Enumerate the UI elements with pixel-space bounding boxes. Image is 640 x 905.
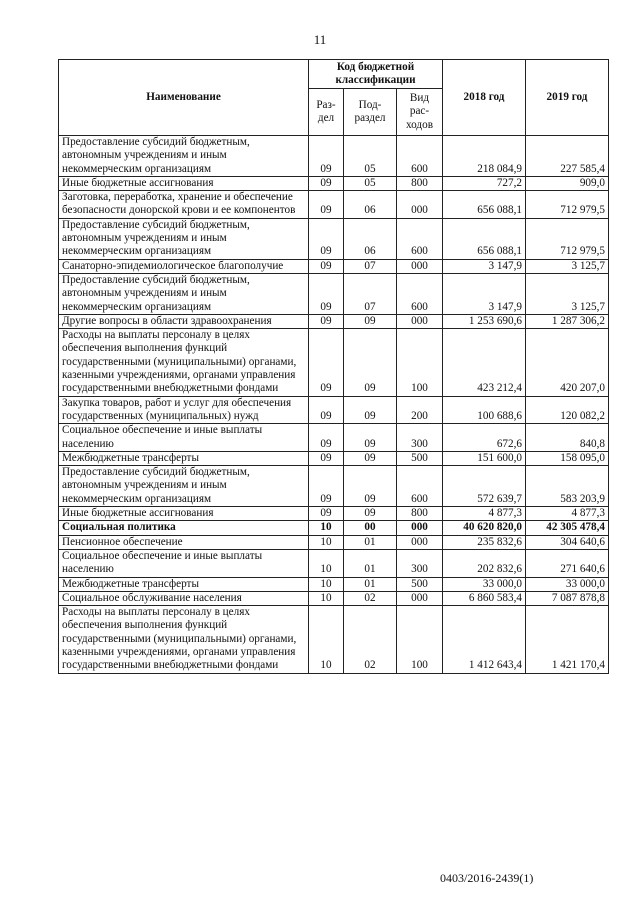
row-razdel: 09 bbox=[309, 314, 344, 328]
row-razdel: 10 bbox=[309, 577, 344, 591]
table-row bbox=[59, 314, 609, 328]
header-razdel: Раз- дел bbox=[309, 89, 344, 136]
table-row bbox=[59, 451, 609, 465]
table-row bbox=[59, 591, 609, 605]
row-podrazdel: 07 bbox=[344, 273, 397, 314]
row-value-2019: 3 125,7 bbox=[526, 259, 609, 273]
row-value-2019: 420 207,0 bbox=[526, 329, 609, 396]
row-value-2019: 909,0 bbox=[526, 176, 609, 190]
row-vid-rashodov: 500 bbox=[397, 451, 443, 465]
row-podrazdel: 05 bbox=[344, 136, 397, 177]
table-row bbox=[59, 329, 609, 396]
row-name: Другие вопросы в области здравоохранения bbox=[59, 314, 309, 328]
row-podrazdel: 09 bbox=[344, 466, 397, 507]
row-value-2019: 158 095,0 bbox=[526, 451, 609, 465]
row-razdel: 09 bbox=[309, 191, 344, 219]
row-name: Иные бюджетные ассигнования bbox=[59, 507, 309, 521]
row-vid-rashodov: 300 bbox=[397, 549, 443, 577]
row-name: Социальная политика bbox=[59, 521, 309, 535]
row-name: Заготовка, переработка, хранение и обеспечение безопасности донорской крови и ее компонентов bbox=[59, 191, 309, 219]
table-row bbox=[59, 535, 609, 549]
row-vid-rashodov: 600 bbox=[397, 466, 443, 507]
row-value-2019: 4 877,3 bbox=[526, 507, 609, 521]
table-row bbox=[59, 577, 609, 591]
row-vid-rashodov: 000 bbox=[397, 191, 443, 219]
row-podrazdel: 00 bbox=[344, 521, 397, 535]
row-vid-rashodov: 600 bbox=[397, 218, 443, 259]
row-podrazdel: 09 bbox=[344, 507, 397, 521]
row-value-2018: 3 147,9 bbox=[443, 259, 526, 273]
row-value-2019: 1 287 306,2 bbox=[526, 314, 609, 328]
row-value-2018: 1 412 643,4 bbox=[443, 606, 526, 673]
budget-table bbox=[58, 59, 609, 674]
row-name: Социальное обслуживание населения bbox=[59, 591, 309, 605]
row-podrazdel: 09 bbox=[344, 329, 397, 396]
row-value-2019: 712 979,5 bbox=[526, 191, 609, 219]
row-value-2018: 3 147,9 bbox=[443, 273, 526, 314]
row-podrazdel: 02 bbox=[344, 606, 397, 673]
row-vid-rashodov: 800 bbox=[397, 507, 443, 521]
row-value-2019: 304 640,6 bbox=[526, 535, 609, 549]
row-vid-rashodov: 000 bbox=[397, 521, 443, 535]
row-razdel: 09 bbox=[309, 259, 344, 273]
row-value-2019: 33 000,0 bbox=[526, 577, 609, 591]
row-podrazdel: 07 bbox=[344, 259, 397, 273]
row-razdel: 09 bbox=[309, 396, 344, 424]
row-value-2018: 235 832,6 bbox=[443, 535, 526, 549]
row-value-2018: 218 084,9 bbox=[443, 136, 526, 177]
row-podrazdel: 09 bbox=[344, 451, 397, 465]
row-value-2018: 1 253 690,6 bbox=[443, 314, 526, 328]
row-podrazdel: 06 bbox=[344, 191, 397, 219]
row-razdel: 10 bbox=[309, 549, 344, 577]
header-code-group: Код бюджетной классификации bbox=[309, 60, 443, 89]
row-name: Иные бюджетные ассигнования bbox=[59, 176, 309, 190]
page-number: 11 bbox=[313, 32, 327, 47]
row-name: Межбюджетные трансферты bbox=[59, 577, 309, 591]
table-row bbox=[59, 136, 609, 177]
table-row bbox=[59, 606, 609, 673]
row-podrazdel: 09 bbox=[344, 424, 397, 452]
table-row bbox=[59, 466, 609, 507]
table-row bbox=[59, 549, 609, 577]
row-value-2018: 423 212,4 bbox=[443, 329, 526, 396]
row-vid-rashodov: 600 bbox=[397, 273, 443, 314]
row-podrazdel: 02 bbox=[344, 591, 397, 605]
row-podrazdel: 09 bbox=[344, 314, 397, 328]
row-value-2018: 33 000,0 bbox=[443, 577, 526, 591]
row-value-2018: 572 639,7 bbox=[443, 466, 526, 507]
table-row bbox=[59, 273, 609, 314]
table-row bbox=[59, 259, 609, 273]
row-value-2018: 672,6 bbox=[443, 424, 526, 452]
row-value-2019: 583 203,9 bbox=[526, 466, 609, 507]
row-name: Закупка товаров, работ и услуг для обеспечения государственных (муниципальных) нужд bbox=[59, 396, 309, 424]
row-razdel: 09 bbox=[309, 451, 344, 465]
row-razdel: 09 bbox=[309, 466, 344, 507]
row-value-2018: 100 688,6 bbox=[443, 396, 526, 424]
row-value-2019: 840,8 bbox=[526, 424, 609, 452]
row-value-2018: 727,2 bbox=[443, 176, 526, 190]
row-value-2019: 271 640,6 bbox=[526, 549, 609, 577]
row-name: Межбюджетные трансферты bbox=[59, 451, 309, 465]
row-name: Санаторно-эпидемиологическое благополучие bbox=[59, 259, 309, 273]
header-vid-rashodov: Вид рас- ходов bbox=[397, 89, 443, 136]
table-row bbox=[59, 176, 609, 190]
row-vid-rashodov: 500 bbox=[397, 577, 443, 591]
row-razdel: 09 bbox=[309, 329, 344, 396]
row-vid-rashodov: 000 bbox=[397, 259, 443, 273]
row-name: Социальное обеспечение и иные выплаты населению bbox=[59, 549, 309, 577]
row-vid-rashodov: 000 bbox=[397, 591, 443, 605]
table-row bbox=[59, 191, 609, 219]
row-razdel: 10 bbox=[309, 591, 344, 605]
row-value-2018: 40 620 820,0 bbox=[443, 521, 526, 535]
row-podrazdel: 06 bbox=[344, 218, 397, 259]
row-value-2019: 227 585,4 bbox=[526, 136, 609, 177]
table-row bbox=[59, 424, 609, 452]
row-value-2018: 656 088,1 bbox=[443, 191, 526, 219]
header-year-2019: 2019 год bbox=[526, 60, 609, 136]
row-razdel: 09 bbox=[309, 218, 344, 259]
row-vid-rashodov: 800 bbox=[397, 176, 443, 190]
row-value-2018: 151 600,0 bbox=[443, 451, 526, 465]
row-razdel: 10 bbox=[309, 521, 344, 535]
row-razdel: 10 bbox=[309, 535, 344, 549]
row-vid-rashodov: 600 bbox=[397, 136, 443, 177]
row-razdel: 09 bbox=[309, 273, 344, 314]
table-row bbox=[59, 396, 609, 424]
row-name: Предоставление субсидий бюджетным, автономным учреждениям и иным некоммерческим организациям bbox=[59, 218, 309, 259]
row-vid-rashodov: 300 bbox=[397, 424, 443, 452]
row-razdel: 09 bbox=[309, 424, 344, 452]
row-value-2018: 6 860 583,4 bbox=[443, 591, 526, 605]
row-vid-rashodov: 100 bbox=[397, 606, 443, 673]
row-name: Расходы на выплаты персоналу в целях обеспечения выполнения функций государственными (муниципальными) органами, казенными учреждениями, органами управления государственными внебюджетными фондами bbox=[59, 606, 309, 673]
row-podrazdel: 05 bbox=[344, 176, 397, 190]
table-row bbox=[59, 218, 609, 259]
row-razdel: 09 bbox=[309, 136, 344, 177]
row-name: Социальное обеспечение и иные выплаты населению bbox=[59, 424, 309, 452]
row-value-2018: 656 088,1 bbox=[443, 218, 526, 259]
row-vid-rashodov: 200 bbox=[397, 396, 443, 424]
document-code: 0403/2016-2439(1) bbox=[440, 871, 534, 885]
row-vid-rashodov: 100 bbox=[397, 329, 443, 396]
row-value-2019: 3 125,7 bbox=[526, 273, 609, 314]
row-podrazdel: 09 bbox=[344, 396, 397, 424]
row-podrazdel: 01 bbox=[344, 549, 397, 577]
row-razdel: 09 bbox=[309, 176, 344, 190]
row-value-2019: 7 087 878,8 bbox=[526, 591, 609, 605]
row-razdel: 10 bbox=[309, 606, 344, 673]
row-vid-rashodov: 000 bbox=[397, 535, 443, 549]
table-row bbox=[59, 507, 609, 521]
row-value-2019: 712 979,5 bbox=[526, 218, 609, 259]
row-podrazdel: 01 bbox=[344, 535, 397, 549]
row-vid-rashodov: 000 bbox=[397, 314, 443, 328]
row-name: Расходы на выплаты персоналу в целях обеспечения выполнения функций государственными (муниципальными) органами, казенными учреждениями, органами управления государственными внебюджетными фондами bbox=[59, 329, 309, 396]
row-value-2018: 202 832,6 bbox=[443, 549, 526, 577]
row-name: Пенсионное обеспечение bbox=[59, 535, 309, 549]
row-name: Предоставление субсидий бюджетным, автономным учреждениям и иным некоммерческим организациям bbox=[59, 273, 309, 314]
row-razdel: 09 bbox=[309, 507, 344, 521]
row-value-2019: 120 082,2 bbox=[526, 396, 609, 424]
header-year-2018: 2018 год bbox=[443, 60, 526, 136]
table-row bbox=[59, 521, 609, 535]
row-name: Предоставление субсидий бюджетным, автономным учреждениям и иным некоммерческим организациям bbox=[59, 466, 309, 507]
row-value-2019: 1 421 170,4 bbox=[526, 606, 609, 673]
row-name: Предоставление субсидий бюджетным, автономным учреждениям и иным некоммерческим организациям bbox=[59, 136, 309, 177]
row-podrazdel: 01 bbox=[344, 577, 397, 591]
row-value-2018: 4 877,3 bbox=[443, 507, 526, 521]
header-name: Наименование bbox=[59, 60, 309, 136]
header-podrazdel: Под- раздел bbox=[344, 89, 397, 136]
row-value-2019: 42 305 478,4 bbox=[526, 521, 609, 535]
